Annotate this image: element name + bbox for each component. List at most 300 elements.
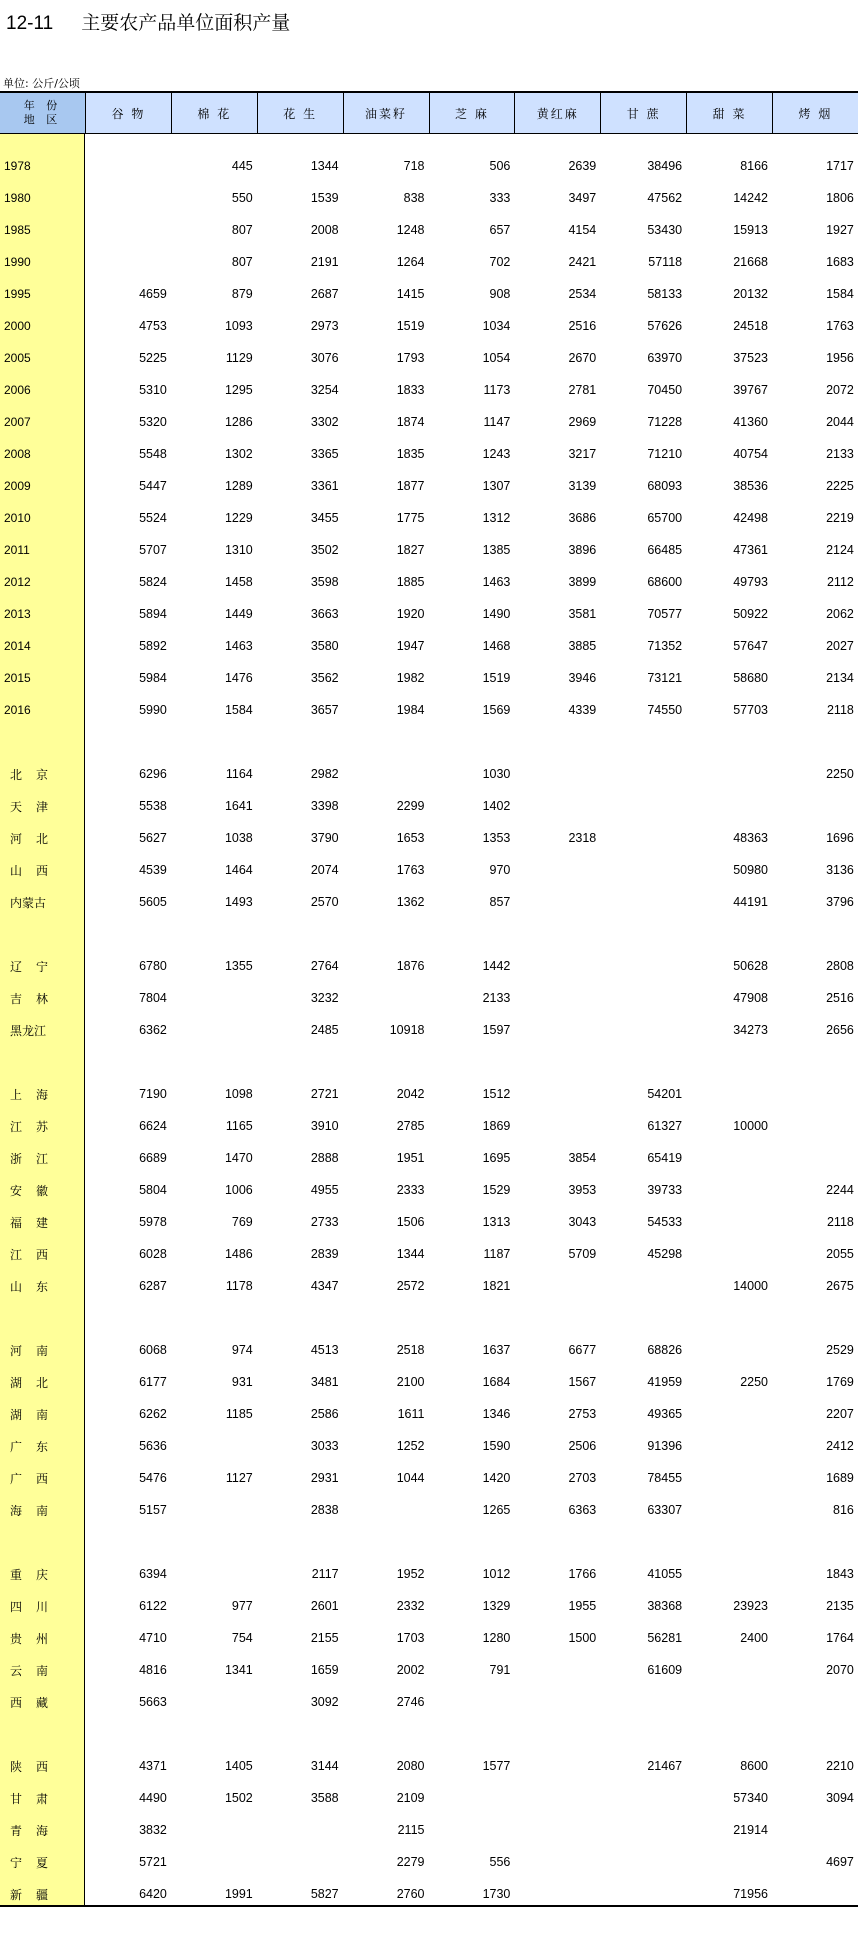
table-cell: 1877 [396,479,425,493]
table-cell: 61609 [647,1663,683,1677]
region-label: 陕西 [10,1759,63,1774]
table-cell: 21914 [733,1823,768,1837]
table-cell: 1476 [224,671,253,685]
table-cell: 3043 [568,1215,597,1229]
region-row [0,1430,858,1462]
table-cell: 2210 [826,1759,854,1773]
table-cell: 1695 [482,1151,511,1165]
group-spacer [0,1526,858,1558]
table-cell: 24518 [733,319,768,333]
table-cell: 1769 [826,1375,854,1389]
table-cell: 14000 [733,1279,768,1293]
region-row [0,758,858,790]
table-cell: 1280 [482,1631,511,1645]
table-cell: 1355 [224,959,253,973]
table-cell: 2074 [310,863,339,877]
table-cell: 857 [489,895,511,909]
table-cell: 1420 [482,1471,511,1485]
table-cell: 1449 [224,607,253,621]
table-cell: 50628 [733,959,768,973]
table-cell: 65700 [647,511,683,525]
region-row [0,1654,858,1686]
table-cell: 1173 [483,383,511,397]
table-cell: 5538 [139,799,167,813]
table-cell: 4339 [568,703,597,717]
table-cell: 3302 [310,415,339,429]
table-cell: 56281 [647,1631,683,1645]
region-row [0,1334,858,1366]
table-cell: 1385 [482,543,511,557]
table-cell: 2118 [826,1215,854,1229]
table-cell: 54533 [647,1215,683,1229]
region-row [0,1846,858,1878]
table-cell: 1584 [224,703,253,717]
table-cell: 816 [833,1503,854,1517]
table-cell: 47562 [647,191,683,205]
year-label: 1995 [4,287,31,301]
table-cell: 3136 [826,863,854,877]
table-cell: 3953 [568,1183,597,1197]
table-cell: 5824 [139,575,167,589]
table-cell: 1512 [482,1087,511,1101]
table-cell: 70450 [647,383,683,397]
table-cell: 10000 [733,1119,768,1133]
table-cell: 5627 [139,831,167,845]
region-label: 浙江 [10,1151,63,1166]
table-cell: 333 [489,191,511,205]
region-label: 上海 [10,1087,63,1102]
table-cell: 2675 [826,1279,854,1293]
table-cell: 2055 [826,1247,854,1261]
table-cell: 1463 [482,575,511,589]
table-cell: 1313 [482,1215,511,1229]
table-cell: 6624 [139,1119,167,1133]
table-cell: 2299 [396,799,425,813]
table-cell: 1590 [482,1439,511,1453]
table-cell: 48363 [733,831,768,845]
table-cell: 1178 [225,1279,253,1293]
table-cell: 37523 [733,351,768,365]
region-row [0,1142,858,1174]
table-cell: 1827 [396,543,425,557]
table-cell: 2250 [826,767,854,781]
table-cell: 2733 [310,1215,339,1229]
table-cell: 2670 [568,351,597,365]
table-cell: 57703 [733,703,768,717]
table-cell: 6122 [139,1599,167,1613]
table-title-text: 主要农产品单位面积产量 [81,12,291,34]
year-label: 2006 [4,383,31,397]
region-row [0,1270,858,1302]
year-row [0,150,858,182]
table-cell: 50922 [733,607,768,621]
table-cell: 1952 [396,1567,425,1581]
table-cell: 1295 [224,383,253,397]
table-cell: 1344 [396,1247,425,1261]
table-cell: 1243 [482,447,511,461]
table-cell: 2109 [396,1791,425,1805]
table-cell: 57647 [733,639,768,653]
table-cell: 5804 [139,1183,167,1197]
table-cell: 4154 [568,223,597,237]
region-label: 广西 [10,1471,63,1486]
table-cell: 39767 [733,383,768,397]
table-cell: 2586 [310,1407,339,1421]
table-cell: 3144 [310,1759,339,1773]
table-cell: 6780 [139,959,167,973]
region-row [0,1782,858,1814]
table-cell: 1341 [224,1663,253,1677]
year-row [0,214,858,246]
region-row [0,1174,858,1206]
header-grain: 谷 物 [85,93,171,133]
table-cell: 66485 [647,543,683,557]
group-spacer [0,1046,858,1078]
region-label: 贵州 [10,1631,63,1646]
table-cell: 4490 [139,1791,167,1805]
table-cell: 2969 [568,415,597,429]
table-cell: 1034 [482,319,511,333]
table-cell: 4659 [139,287,167,301]
year-row [0,662,858,694]
table-cell: 4753 [139,319,167,333]
table-cell: 1567 [568,1375,597,1389]
table-cell: 2703 [568,1471,597,1485]
table-cell: 1463 [224,639,253,653]
table-cell: 68826 [647,1343,683,1357]
table-cell: 1248 [396,223,425,237]
table-cell: 23923 [733,1599,768,1613]
table-cell: 1539 [310,191,339,205]
table-cell: 2008 [310,223,339,237]
header-sugarcane: 甘 蔗 [600,93,686,133]
region-label: 湖南 [10,1407,63,1422]
table-cell: 1405 [224,1759,253,1773]
table-cell: 1468 [482,639,511,653]
region-label: 甘肃 [10,1791,63,1806]
table-cell: 3254 [310,383,339,397]
table-cell: 3232 [310,991,339,1005]
table-cell: 3598 [310,575,339,589]
region-label: 广东 [10,1439,63,1454]
table-cell: 6677 [568,1343,597,1357]
region-label: 四川 [10,1599,63,1614]
table-cell: 1689 [826,1471,854,1485]
table-cell: 550 [231,191,253,205]
table-cell: 1717 [826,159,854,173]
table-cell: 21668 [733,255,768,269]
table-cell: 2888 [310,1151,339,1165]
table-cell: 1577 [482,1759,511,1773]
table-cell: 2333 [396,1183,425,1197]
table-cell: 1490 [482,607,511,621]
region-row [0,1206,858,1238]
table-cell: 2518 [396,1343,425,1357]
table-cell: 57340 [733,1791,768,1805]
table-cell: 2570 [310,895,339,909]
table-cell: 71210 [647,447,683,461]
table-cell: 1164 [225,767,253,781]
table-cell: 1098 [224,1087,253,1101]
year-label: 1978 [4,159,31,173]
unit-label: 单位: 公斤/公顷 [3,77,80,90]
region-label: 云南 [10,1663,63,1678]
table-cell: 5721 [139,1855,167,1869]
table-cell: 1833 [396,383,425,397]
table-cell: 34273 [733,1023,768,1037]
table-cell: 2042 [396,1087,425,1101]
table-cell: 38368 [647,1599,683,1613]
table-cell: 2931 [310,1471,339,1485]
table-cell: 3502 [310,543,339,557]
table-cell: 70577 [647,607,683,621]
table-cell: 6296 [139,767,167,781]
table-cell: 4710 [139,1631,167,1645]
table-cell: 1458 [224,575,253,589]
region-row [0,790,858,822]
table-cell: 38536 [733,479,768,493]
region-row [0,1590,858,1622]
table-cell: 1529 [482,1183,511,1197]
table-cell: 78455 [647,1471,683,1485]
table-cell: 50980 [733,863,768,877]
table-cell: 1265 [482,1503,511,1517]
year-label: 2007 [4,415,31,429]
table-cell: 5636 [139,1439,167,1453]
table-cell: 1229 [224,511,253,525]
table-cell: 1289 [224,479,253,493]
table-cell: 47908 [733,991,768,1005]
table-cell: 1764 [826,1631,854,1645]
table-cell: 1030 [482,767,511,781]
table-cell: 1500 [568,1631,597,1645]
table-cell: 3686 [568,511,597,525]
table-cell: 1653 [396,831,425,845]
table-cell: 7190 [139,1087,167,1101]
table-cell: 1775 [396,511,425,525]
table-cell: 5524 [139,511,167,525]
table-cell: 49793 [733,575,768,589]
table-cell: 2516 [568,319,597,333]
table-cell: 49365 [647,1407,683,1421]
table-cell: 3139 [568,479,597,493]
region-label: 福建 [10,1215,63,1230]
table-cell: 5157 [139,1503,167,1517]
table-cell: 54201 [647,1087,683,1101]
region-row [0,950,858,982]
table-cell: 1659 [310,1663,339,1677]
region-label: 北京 [10,767,63,782]
table-cell: 1683 [826,255,854,269]
table-cell: 2982 [310,767,339,781]
table-cell: 769 [231,1215,253,1229]
table-cell: 838 [403,191,425,205]
table-cell: 1187 [483,1247,511,1261]
table-cell: 47361 [733,543,768,557]
year-row [0,278,858,310]
year-row [0,694,858,726]
table-cell: 1991 [224,1887,253,1901]
table-cell: 3657 [310,703,339,717]
table-cell: 2250 [740,1375,768,1389]
table-cell: 2534 [568,287,597,301]
table-cell: 5709 [568,1247,597,1261]
table-cell: 40754 [733,447,768,461]
table-cell: 2400 [740,1631,768,1645]
region-row [0,1110,858,1142]
table-cell: 1703 [396,1631,425,1645]
year-label: 2013 [4,607,31,621]
table-cell: 807 [231,223,253,237]
table-cell: 931 [231,1375,253,1389]
table-cell: 3398 [310,799,339,813]
table-cell: 1696 [826,831,854,845]
table-cell: 1519 [482,671,511,685]
table-cell: 2191 [310,255,339,269]
table-cell: 3910 [310,1119,339,1133]
table-cell: 1129 [225,351,253,365]
table-cell: 1766 [568,1567,597,1581]
table-cell: 6420 [139,1887,167,1901]
region-row [0,1878,858,1910]
table-cell: 1346 [482,1407,511,1421]
table-cell: 2656 [826,1023,854,1037]
year-row [0,534,858,566]
table-body [0,134,858,1907]
year-label: 2009 [4,479,31,493]
table-cell: 908 [489,287,511,301]
table-cell: 5605 [139,895,167,909]
table-cell: 2753 [568,1407,597,1421]
table-cell: 1982 [396,671,425,685]
region-row [0,1398,858,1430]
table-cell: 1464 [224,863,253,877]
table-cell: 1984 [396,703,425,717]
table-cell: 445 [231,159,253,173]
table-cell: 58133 [647,287,683,301]
table-cell: 3076 [310,351,339,365]
year-label: 2014 [4,639,31,653]
table-cell: 1843 [826,1567,854,1581]
table-cell: 2118 [826,703,854,717]
table-cell: 7804 [139,991,167,1005]
table-cell: 2124 [826,543,854,557]
table-cell: 2112 [826,575,854,589]
table-cell: 41959 [647,1375,683,1389]
table-cell: 5984 [139,671,167,685]
table-cell: 2027 [826,639,854,653]
year-row [0,598,858,630]
table-cell: 1806 [826,191,854,205]
table-cell: 2808 [826,959,854,973]
table-cell: 2412 [826,1439,854,1453]
table-cell: 2133 [482,991,511,1005]
region-label: 重庆 [10,1567,63,1582]
table-cell: 1044 [396,1471,425,1485]
table-cell: 53430 [647,223,683,237]
region-row [0,1494,858,1526]
table-cell: 1310 [224,543,253,557]
table-cell: 2721 [310,1087,339,1101]
table-cell: 2155 [310,1631,339,1645]
table-cell: 5310 [139,383,167,397]
table-cell: 1956 [826,351,854,365]
table-cell: 91396 [647,1439,683,1453]
region-row [0,982,858,1014]
region-label: 山东 [10,1279,63,1294]
header-corner [0,93,85,133]
table-cell: 63970 [647,351,683,365]
table-cell: 41360 [733,415,768,429]
region-label: 河北 [10,831,63,846]
header-corner-region: 地 区 [23,113,62,126]
region-row [0,1750,858,1782]
table-cell: 2002 [396,1663,425,1677]
table-cell: 1763 [826,319,854,333]
table-cell: 2062 [826,607,854,621]
table-cell: 1584 [826,287,854,301]
table-cell: 6363 [568,1503,597,1517]
table-cell: 5548 [139,447,167,461]
table-cell: 1506 [396,1215,425,1229]
year-label: 2011 [4,543,30,557]
header-peanut: 花 生 [257,93,343,133]
table-cell: 1955 [568,1599,597,1613]
table-cell: 2279 [396,1855,425,1869]
table-cell: 2244 [826,1183,854,1197]
year-label: 1990 [4,255,31,269]
table-cell: 10918 [389,1023,425,1037]
table-cell: 2781 [568,383,597,397]
table-cell: 57118 [648,255,683,269]
region-label: 河南 [10,1343,63,1358]
table-cell: 1869 [482,1119,511,1133]
header-cotton: 棉 花 [171,93,257,133]
table-cell: 1312 [482,511,511,525]
table-cell: 1442 [482,959,511,973]
table-cell: 1302 [224,447,253,461]
table-cell: 5225 [139,351,167,365]
table-cell: 1329 [482,1599,511,1613]
table-cell: 4513 [310,1343,339,1357]
table-cell: 20132 [733,287,768,301]
table-cell: 39733 [647,1183,683,1197]
table-cell: 5707 [139,543,167,557]
table-cell: 1165 [225,1119,253,1133]
table-cell: 2973 [310,319,339,333]
year-label: 2012 [4,575,31,589]
table-cell: 44191 [733,895,768,909]
table-cell: 2506 [568,1439,597,1453]
table-cell: 1415 [396,287,425,301]
table-cell: 2115 [397,1823,425,1837]
table-cell: 718 [403,159,425,173]
table-cell: 38496 [647,159,683,173]
table-cell: 3497 [568,191,597,205]
region-label: 辽宁 [10,959,63,974]
table-cell: 754 [231,1631,253,1645]
table-cell: 1038 [224,831,253,845]
year-row [0,502,858,534]
year-row [0,246,858,278]
table-cell: 6362 [139,1023,167,1037]
region-row [0,1462,858,1494]
table-header [0,91,858,134]
table-cell: 68093 [647,479,683,493]
region-label: 西藏 [10,1695,63,1710]
table-cell: 1821 [482,1279,511,1293]
table-cell: 1402 [482,799,511,813]
